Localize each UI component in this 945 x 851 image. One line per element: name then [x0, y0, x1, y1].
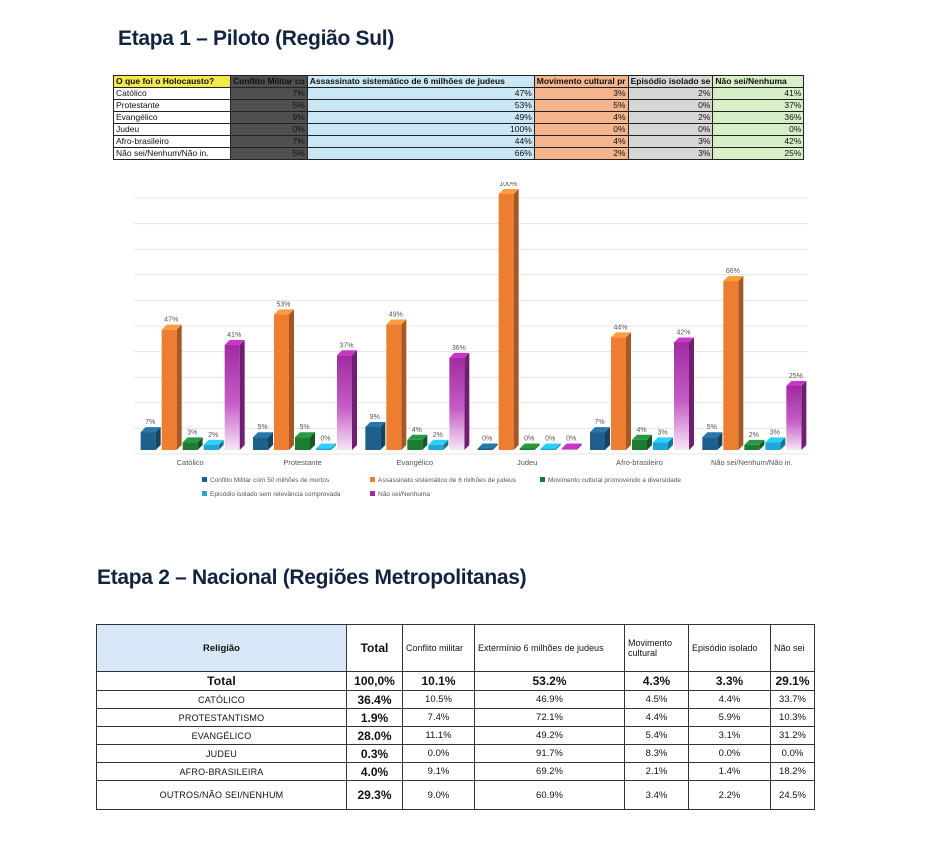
bar-2-4	[449, 358, 464, 450]
stage2-cell: 46.9%	[475, 691, 625, 709]
bar-value-label: 42%	[676, 329, 691, 337]
stage2-cell: 69.2%	[475, 763, 625, 781]
legend-label: Conflito Militar com 50 milhões de mortos	[210, 477, 330, 484]
bar-value-label: 49%	[388, 311, 403, 319]
legend-swatch	[540, 477, 545, 482]
stage2-cell: 18.2%	[771, 763, 815, 781]
stage2-cell: 4.3%	[625, 672, 689, 691]
stage2-table-row	[97, 763, 815, 781]
stage1-cell: 3%	[628, 148, 713, 160]
stage2-table-row	[97, 745, 815, 763]
bar-0-3	[204, 445, 219, 450]
stage2-cell: 2.1%	[625, 763, 689, 781]
stage2-row-label: AFRO-BRASILEIRA	[97, 763, 347, 781]
bar-value-label: 7%	[594, 419, 605, 427]
stage2-cell: 4.4%	[689, 691, 771, 709]
bar-side	[626, 332, 631, 450]
header-total: Total	[347, 625, 403, 672]
stage2-cell: 2.2%	[689, 781, 771, 810]
stage2-row-label: JUDEU	[97, 745, 347, 763]
stage2-cell: 33.7%	[771, 691, 815, 709]
stage1-header-cell: Movimento cultural pr	[534, 76, 628, 88]
bar-value-label: 7%	[145, 419, 156, 427]
stage2-cell: 7.4%	[403, 709, 475, 727]
bar-value-label: 100%	[499, 182, 518, 188]
bar-4-2	[632, 440, 647, 450]
stage2-cell: 0.0%	[403, 745, 475, 763]
bar-5-4	[786, 386, 801, 450]
bar-value-label: 0%	[320, 435, 331, 443]
header-episodio: Episódio isolado	[689, 625, 771, 672]
stage2-cell: 31.2%	[771, 727, 815, 745]
stage1-table-row	[114, 88, 804, 100]
header-movimento: Movimento cultural	[625, 625, 689, 672]
bar-value-label: 3%	[769, 429, 780, 437]
bar-4-0	[590, 432, 605, 450]
bar-side	[738, 276, 743, 450]
stage2-total-row	[97, 672, 815, 691]
bar-1-4	[337, 355, 352, 450]
stage1-cell: 4%	[534, 112, 628, 124]
stage1-table-row	[114, 124, 804, 136]
stage1-cell: 2%	[628, 88, 713, 100]
stage2-cell: 10.3%	[771, 709, 815, 727]
legend-swatch	[202, 477, 207, 482]
stage2-table-row	[97, 691, 815, 709]
stage2-row-label: EVANGÉLICO	[97, 727, 347, 745]
bar-value-label: 0%	[545, 435, 556, 443]
category-label: Protestante	[283, 458, 322, 467]
stage1-cell: 0%	[534, 124, 628, 136]
bar-side	[514, 189, 519, 450]
legend-label: Movimento cultural promovendo a diversidade	[548, 477, 681, 484]
header-conflito: Conflito militar	[403, 625, 475, 672]
stage1-cell: 3%	[534, 88, 628, 100]
bar-3-3	[541, 449, 556, 451]
bar-0-1	[162, 330, 177, 450]
stage2-cell: 29.1%	[771, 672, 815, 691]
stage1-cell: 2%	[534, 148, 628, 160]
stage2-cell: 24.5%	[771, 781, 815, 810]
stage2-cell: 5.4%	[625, 727, 689, 745]
stage2-table	[96, 624, 815, 810]
stage1-cell: 7%	[231, 88, 308, 100]
stage2-row-total: 4.0%	[347, 763, 403, 781]
stage1-row-label: Protestante	[114, 100, 231, 112]
stage1-cell: 0%	[628, 100, 713, 112]
stage1-table-header	[114, 76, 804, 88]
legend-label: Assassinato sistemático de 6 milhões de judeus	[378, 477, 517, 484]
bar-side	[289, 309, 294, 450]
bar-5-2	[744, 445, 759, 450]
bar-1-2	[295, 437, 310, 450]
stage1-header-cell: Não sei/Nenhuma	[713, 76, 804, 88]
bar-5-0	[702, 437, 717, 450]
bar-value-label: 0%	[482, 435, 493, 443]
bar-2-0	[365, 427, 380, 450]
bar-1-1	[274, 314, 289, 450]
stage1-header-cell: Conflito Militar co	[231, 76, 308, 88]
stage2-cell: 91.7%	[475, 745, 625, 763]
legend-label: Não sei/Nenhuma	[378, 491, 431, 498]
stage1-cell: 36%	[713, 112, 804, 124]
bar-side	[689, 337, 694, 450]
stage2-row-total: 29.3%	[347, 781, 403, 810]
bar-1-0	[253, 437, 268, 450]
stage2-cell: 49.2%	[475, 727, 625, 745]
bar-value-label: 0%	[566, 435, 577, 443]
stage1-cell: 41%	[713, 88, 804, 100]
bar-value-label: 3%	[657, 429, 668, 437]
stage1-header-cell: O que foi o Holocausto?	[114, 76, 231, 88]
bar-value-label: 3%	[187, 429, 198, 437]
stage1-table-row	[114, 112, 804, 124]
stage2-row-label: CATÓLICO	[97, 691, 347, 709]
stage2-row-total: 1.9%	[347, 709, 403, 727]
stage1-header-cell: Assassinato sistemático de 6 milhões de judeus	[307, 76, 534, 88]
stage1-cell: 4%	[534, 136, 628, 148]
stage1-cell: 5%	[231, 148, 308, 160]
bar-value-label: 2%	[208, 431, 219, 439]
stage1-row-label: Judeu	[114, 124, 231, 136]
bar-4-3	[653, 442, 668, 450]
stage1-cell: 3%	[628, 136, 713, 148]
category-label: Afro-brasileiro	[616, 458, 663, 467]
stage1-table	[113, 75, 804, 160]
stage2-table-header	[97, 625, 815, 672]
stage1-cell: 7%	[231, 136, 308, 148]
stage2-cell: 11.1%	[403, 727, 475, 745]
stage1-title: Etapa 1 – Piloto (Região Sul)	[118, 27, 395, 50]
stage1-cell: 5%	[231, 100, 308, 112]
bar-value-label: 5%	[299, 424, 310, 432]
stage1-table-row	[114, 148, 804, 160]
legend-swatch	[202, 491, 207, 496]
bar-value-label: 5%	[706, 424, 717, 432]
bar-value-label: 47%	[164, 316, 179, 324]
bar-3-1	[499, 194, 514, 450]
header-exterminio: Extermínio 6 milhões de judeus	[475, 625, 625, 672]
stage1-cell: 42%	[713, 136, 804, 148]
stage2-cell: 4.5%	[625, 691, 689, 709]
bar-value-label: 0%	[524, 435, 535, 443]
stage2-cell: 0.0%	[771, 745, 815, 763]
bar-value-label: 4%	[411, 426, 422, 434]
stage2-cell: 3.3%	[689, 672, 771, 691]
stage2-row-total: 100,0%	[347, 672, 403, 691]
stage2-cell: 5.9%	[689, 709, 771, 727]
bar-value-label: 4%	[636, 426, 647, 434]
stage2-cell: 10.5%	[403, 691, 475, 709]
bar-1-3	[316, 449, 331, 451]
stage1-cell: 53%	[307, 100, 534, 112]
bar-2-2	[407, 440, 422, 450]
bar-value-label: 36%	[451, 344, 466, 352]
bar-3-0	[478, 449, 493, 451]
stage1-cell: 37%	[713, 100, 804, 112]
stage2-cell: 3.4%	[625, 781, 689, 810]
bar-side	[401, 320, 406, 450]
stage2-table-row	[97, 781, 815, 810]
bar-3-4	[562, 449, 577, 451]
stage2-cell: 72.1%	[475, 709, 625, 727]
stage1-cell: 9%	[231, 112, 308, 124]
bar-value-label: 41%	[227, 332, 242, 340]
stage2-cell: 9.1%	[403, 763, 475, 781]
category-label: Católico	[176, 458, 204, 467]
bar-value-label: 37%	[339, 342, 354, 350]
stage2-cell: 1.4%	[689, 763, 771, 781]
bar-side	[801, 381, 806, 450]
stage2-row-label: Total	[97, 672, 347, 691]
bar-side	[352, 350, 357, 450]
bar-value-label: 44%	[613, 324, 628, 332]
bar-5-1	[723, 281, 738, 450]
stage2-cell: 9.0%	[403, 781, 475, 810]
bar-0-2	[183, 442, 198, 450]
category-label: Evangélico	[396, 458, 434, 467]
stage1-cell: 49%	[307, 112, 534, 124]
stage1-row-label: Afro-brasileiro	[114, 136, 231, 148]
header-naosei: Não sei	[771, 625, 815, 672]
stage1-row-label: Evangélico	[114, 112, 231, 124]
stage2-cell: 8.3%	[625, 745, 689, 763]
category-label: Judeu	[516, 458, 538, 467]
bar-value-label: 2%	[432, 431, 443, 439]
bar-2-3	[428, 445, 443, 450]
stage2-row-label: PROTESTANTISMO	[97, 709, 347, 727]
bar-value-label: 25%	[788, 373, 803, 380]
stage1-cell: 44%	[307, 136, 534, 148]
bar-0-4	[225, 345, 240, 450]
stage2-row-label: OUTROS/NÃO SEI/NENHUM	[97, 781, 347, 810]
bar-side	[177, 325, 182, 450]
bar-2-1	[386, 325, 401, 450]
stage2-table-row	[97, 709, 815, 727]
bar-4-4	[674, 342, 689, 450]
stage2-row-total: 0.3%	[347, 745, 403, 763]
stage1-row-label: Católico	[114, 88, 231, 100]
category-label: Não sei/Nenhum/Não in.	[710, 458, 793, 467]
bar-0-0	[141, 432, 156, 450]
stage1-cell: 100%	[307, 124, 534, 136]
bar-value-label: 9%	[369, 413, 380, 421]
bar-value-label: 53%	[276, 301, 291, 309]
stage2-cell: 0.0%	[689, 745, 771, 763]
stage2-cell: 3.1%	[689, 727, 771, 745]
stage1-cell: 47%	[307, 88, 534, 100]
stage2-row-total: 36.4%	[347, 691, 403, 709]
stage2-cell: 10.1%	[403, 672, 475, 691]
stage1-chart	[96, 182, 841, 506]
bar-value-label: 66%	[725, 268, 740, 276]
stage1-cell: 2%	[628, 112, 713, 124]
bar-4-1	[611, 337, 626, 450]
stage1-cell: 66%	[307, 148, 534, 160]
stage1-header-cell: Episódio isolado se	[628, 76, 713, 88]
bar-5-3	[765, 442, 780, 450]
stage2-cell: 53.2%	[475, 672, 625, 691]
bar-value-label: 2%	[748, 431, 759, 439]
header-religiao: Religião	[97, 625, 347, 672]
bar-value-label: 5%	[257, 424, 268, 432]
legend-label: Episódio isolado sem relevância comprovada	[210, 491, 341, 498]
bar-side	[464, 353, 469, 450]
stage1-table-row	[114, 136, 804, 148]
stage2-cell: 60.9%	[475, 781, 625, 810]
stage1-cell: 0%	[628, 124, 713, 136]
stage2-row-total: 28.0%	[347, 727, 403, 745]
stage1-cell: 0%	[713, 124, 804, 136]
stage1-cell: 5%	[534, 100, 628, 112]
stage1-cell: 0%	[231, 124, 308, 136]
legend-swatch	[370, 491, 375, 496]
stage2-title: Etapa 2 – Nacional (Regiões Metropolitanas)	[97, 566, 527, 589]
legend-swatch	[370, 477, 375, 482]
stage1-cell: 25%	[713, 148, 804, 160]
bar-3-2	[520, 449, 535, 451]
stage1-row-label: Não sei/Nenhum/Não in.	[114, 148, 231, 160]
stage1-table-row	[114, 100, 804, 112]
stage2-cell: 4.4%	[625, 709, 689, 727]
bar-side	[240, 340, 245, 450]
stage2-table-row	[97, 727, 815, 745]
